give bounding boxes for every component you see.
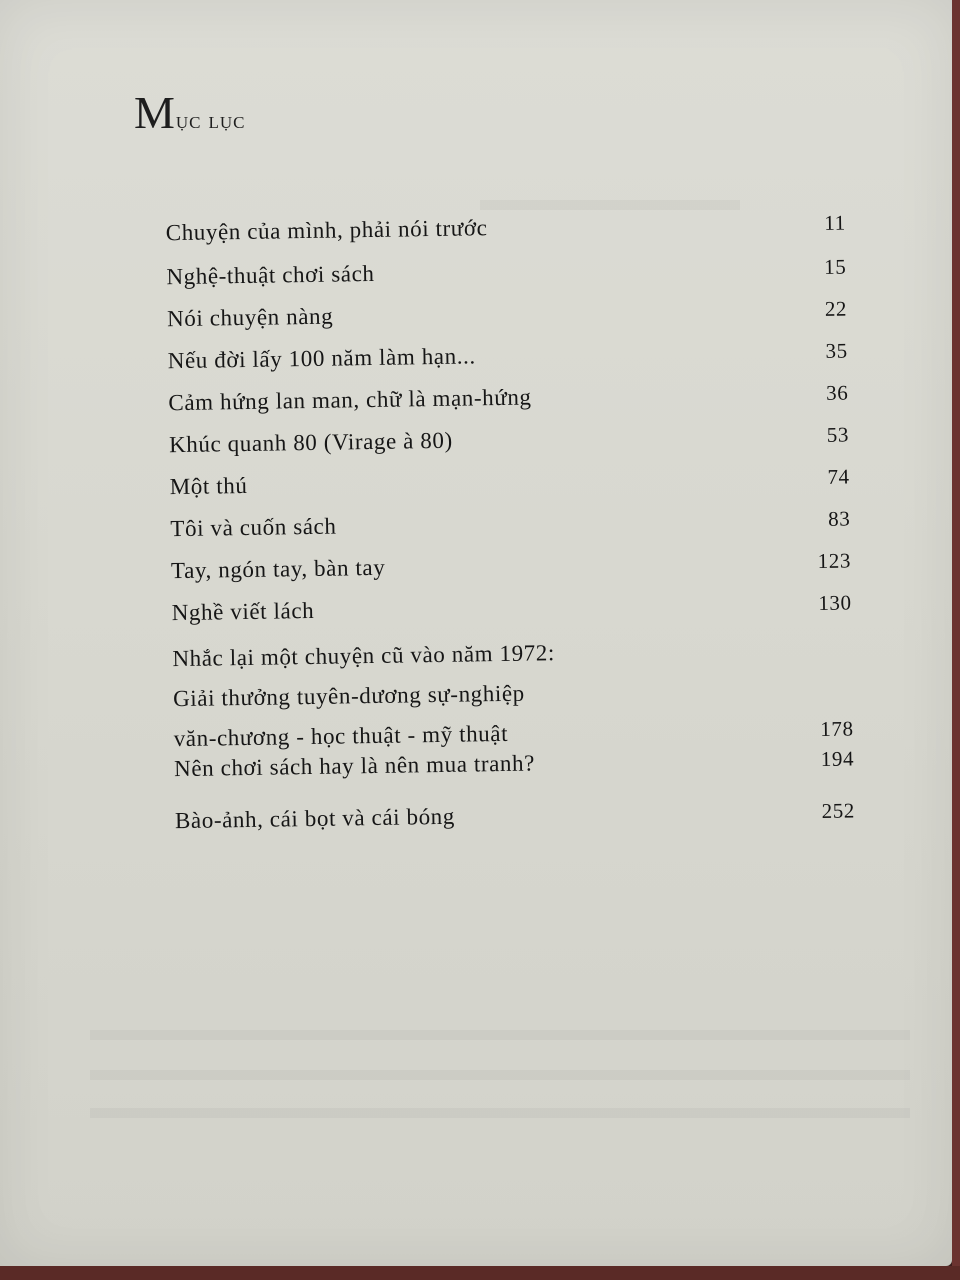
book-cover-edge: [0, 1266, 960, 1280]
toc-entry-title: Một thú: [169, 472, 248, 500]
toc-entry-page: 123: [817, 548, 852, 574]
toc-entry-page: 252: [821, 798, 856, 823]
toc-entry-page: 74: [827, 464, 850, 489]
book-cover-edge: [952, 0, 960, 1280]
toc-entry-title: Khúc quanh 80 (Virage à 80): [168, 427, 453, 458]
toc-entry-page: 83: [827, 506, 851, 531]
title-rest: ục lục: [175, 108, 246, 134]
toc-entry-title: Chuyện của mình, phải nói trước: [165, 215, 488, 246]
toc-entry-page: 36: [825, 380, 849, 405]
toc-entry: [165, 203, 846, 254]
toc-entry-page: 35: [825, 338, 848, 363]
toc-entry-title: Cảm hứng lan man, chữ là mạn-hứng: [168, 384, 532, 416]
toc-entry-title: Bào-ảnh, cái bọt và cái bóng: [174, 803, 456, 834]
toc-entry: [171, 582, 852, 633]
toc-entry-page: 194: [820, 746, 855, 771]
toc-entry-title: Giải thưởng tuyên-dương sự-nghiệp: [172, 680, 525, 712]
toc-entry-title: Tay, ngón tay, bàn tay: [170, 554, 386, 584]
toc-entry-title: văn-chương - học thuật - mỹ thuật: [173, 720, 509, 752]
toc-entry-page: 130: [818, 590, 852, 616]
toc-entry-title: Tôi và cuốn sách: [170, 513, 337, 542]
toc-entry-title: Nghệ-thuật chơi sách: [166, 260, 375, 290]
toc-entry-page: 178: [820, 716, 854, 741]
toc-entry-page: 15: [823, 254, 847, 279]
toc-entry-title: Nhắc lại một chuyện cũ vào năm 1972:: [172, 640, 556, 672]
toc-entry-title: Nói chuyện nàng: [166, 303, 334, 332]
toc-entry-title: Nếu đời lấy 100 năm làm hạn...: [167, 343, 476, 374]
title-initial: M: [134, 87, 176, 138]
toc-entry-title: Nghề viết lách: [171, 597, 315, 626]
toc-entry: [175, 790, 856, 841]
toc-entry-page: 53: [826, 422, 850, 447]
toc-entry-page: 22: [824, 296, 848, 321]
toc-entry-title: Nên chơi sách hay là nên mua tranh?: [173, 750, 536, 782]
toc-entry-page: 11: [824, 210, 846, 235]
